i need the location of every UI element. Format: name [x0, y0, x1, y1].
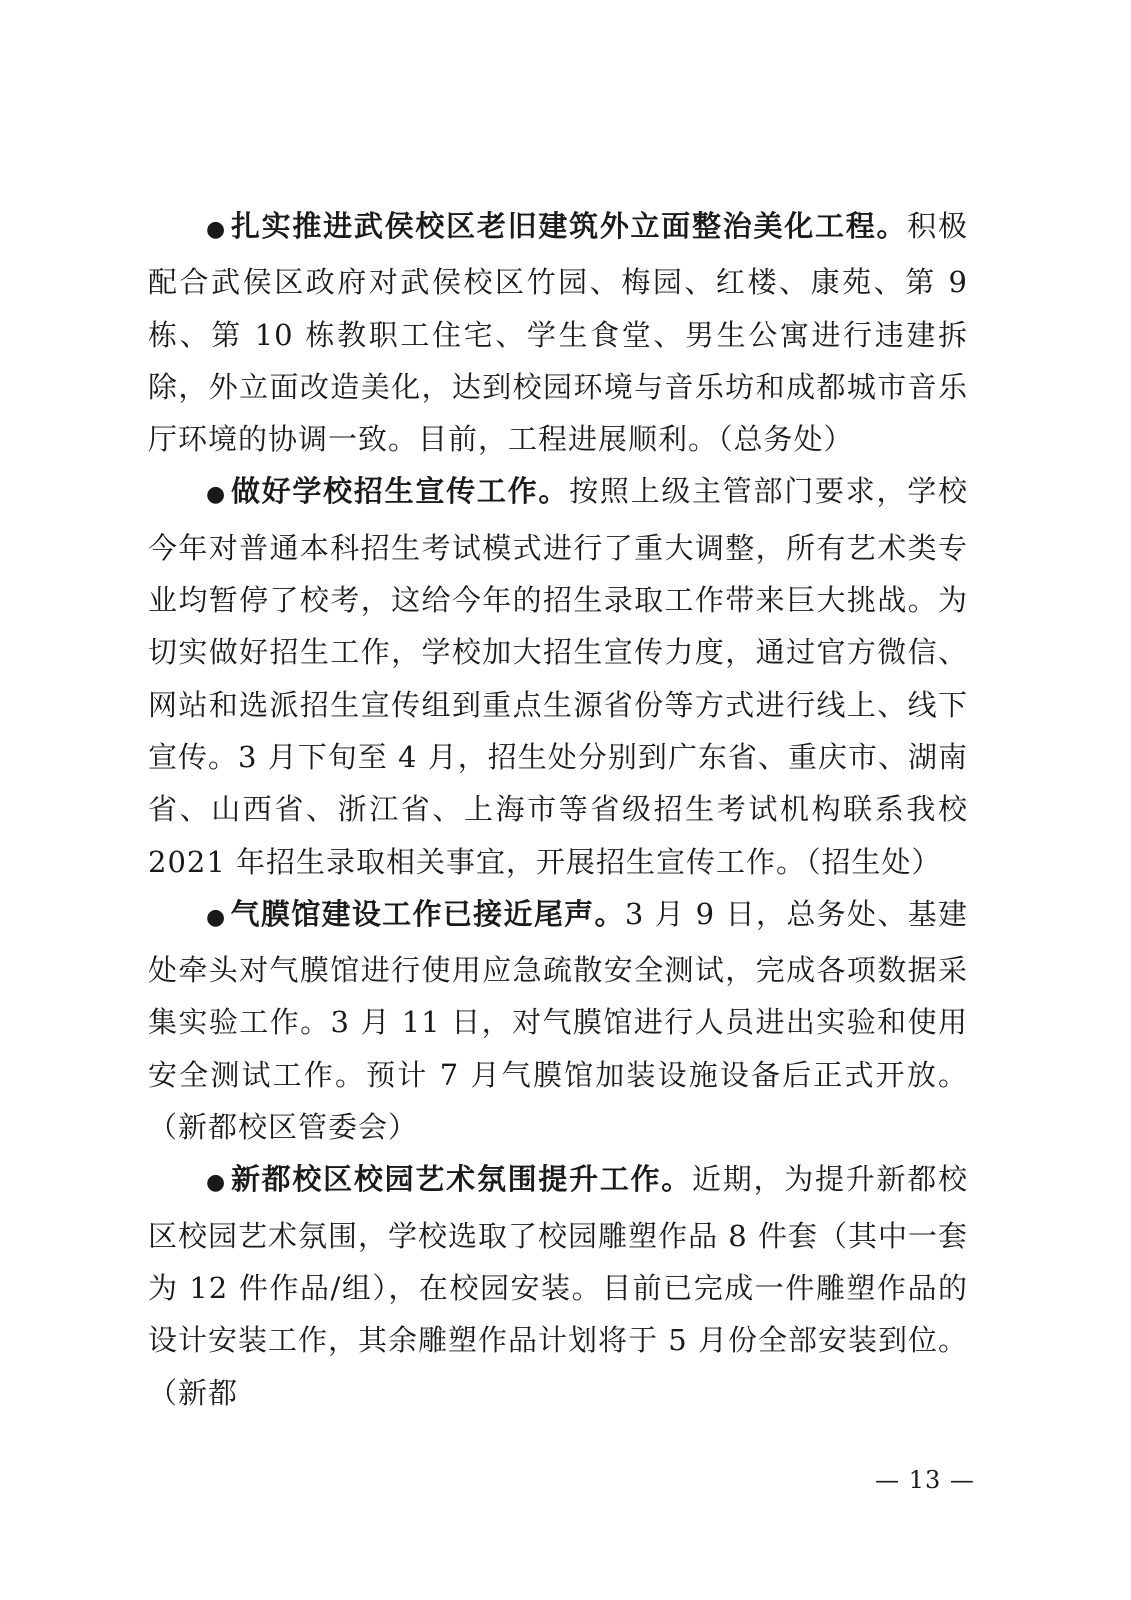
bullet-icon: ● — [206, 1170, 227, 1196]
paragraph-text: 积极配合武侯区政府对武侯校区竹园、梅园、红楼、康苑、第 9 栋、第 10 栋教职工住宅、学生食堂、男生公寓进行违建拆除，外立面改造美化，达到校园环境与音乐坊和成都城市音乐厅环境的协调一致。目前，工程进展顺利。（总务处） — [148, 209, 968, 457]
paragraph-heading: 扎实推进武侯校区老旧建筑外立面整治美化工程。 — [230, 209, 908, 243]
paragraph-heading: 做好学校招生宣传工作。 — [230, 474, 570, 509]
paragraph-xindu-art-atmosphere — [148, 1153, 968, 1418]
paragraph-text: 3 月 9 日，总务处、基建处牵头对气膜馆进行使用应急疏散安全测试，完成各项数据采集实验工作。3 月 11 日，对气膜馆进行人员进出实验和使用安全测试工作。预计 7 月气膜馆加装设施设备后正式开放。（新都校区管委会） — [148, 896, 968, 1145]
paragraph-text: 按照上级主管部门要求，学校今年对普通本科招生考试模式进行了重大调整，所有艺术类专业均暂停了校考，这给今年的招生录取工作带来巨大挑战。为切实做好招生工作，学校加大招生宣传力度，通过官方微信、网站和选派招生宣传组到重点生源省份等方式进行线上、线下宣传。3 月下旬至 4 月，招生处分别到广东省、重庆市、湖南省、山西省、浙江省、上海市等省级招生考试机构联系我校 2021 年招生录取相关事宜，开展招生宣传工作。（招生处） — [148, 474, 968, 879]
paragraph-wuhou-renovation — [148, 200, 968, 465]
bullet-icon: ● — [206, 904, 227, 930]
paragraph-text: 近期，为提升新都校区校园艺术氛围，学校选取了校园雕塑作品 8 件套（其中一套为 12 件作品/组），在校园安装。目前已完成一件雕塑作品的设计安装工作，其余雕塑作品计划将于 5 月份全部安装到位。（新都 — [148, 1162, 968, 1410]
paragraph-air-dome-construction — [148, 888, 968, 1153]
paragraph-heading: 新都校区校园艺术氛围提升工作。 — [230, 1162, 693, 1197]
bullet-icon: ● — [206, 217, 227, 242]
paragraph-heading: 气膜馆建设工作已接近尾声。 — [230, 896, 625, 931]
document-body — [148, 200, 968, 1419]
page-number: — 13 — — [875, 1466, 975, 1494]
bullet-icon: ● — [206, 482, 227, 508]
paragraph-admissions-publicity — [148, 465, 968, 887]
